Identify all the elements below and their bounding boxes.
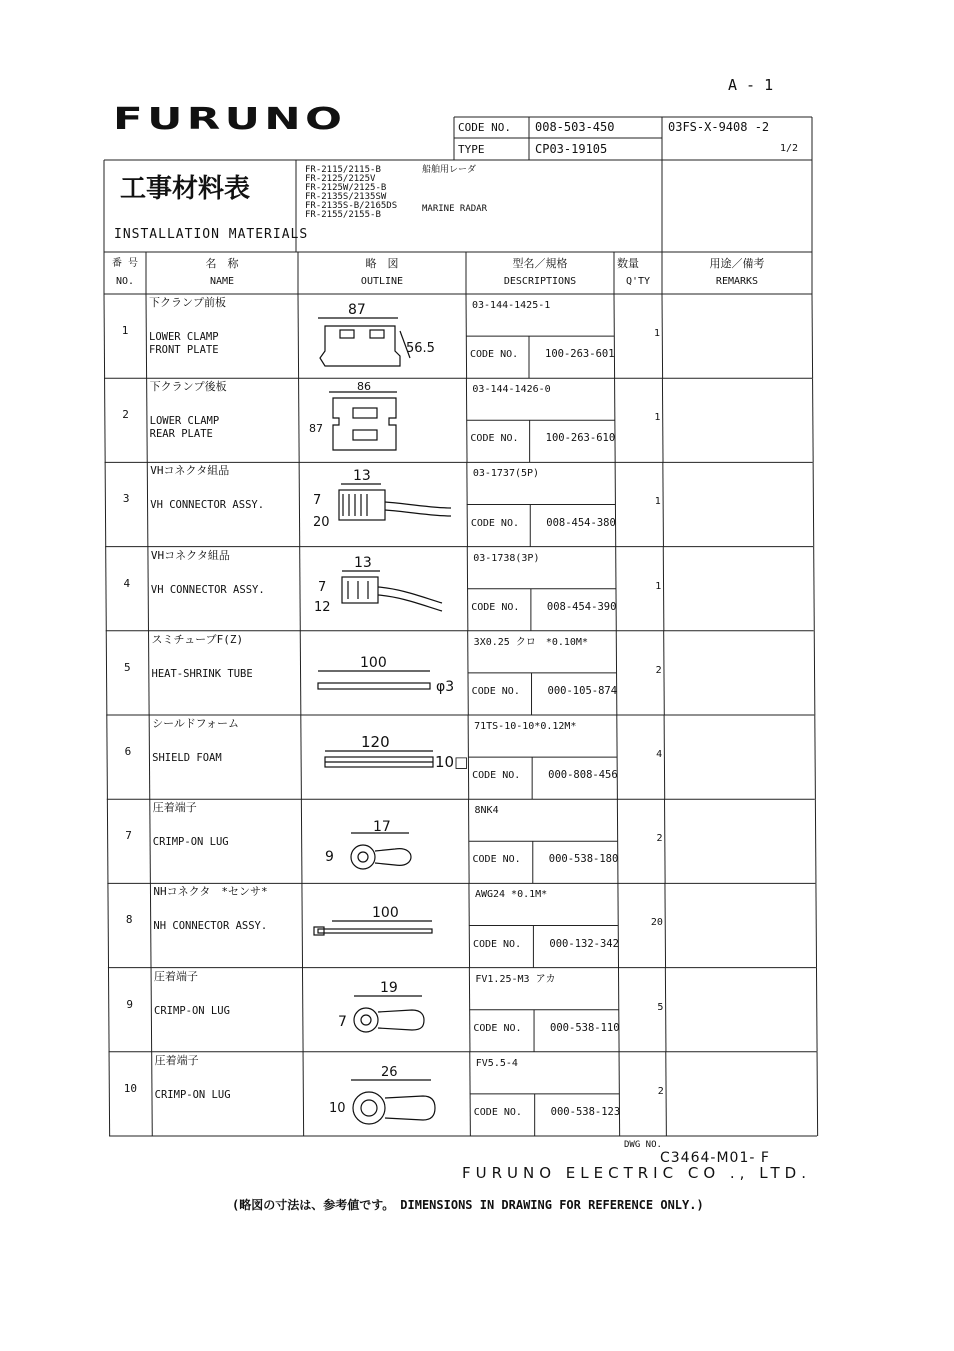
item-qty: 5 bbox=[657, 1001, 664, 1013]
col-name-jp: 名 称 bbox=[205, 257, 239, 270]
item-code-label: CODE NO. bbox=[472, 854, 521, 866]
item-name-en: CRIMP-ON LUG bbox=[152, 836, 229, 849]
dimension-label: 9 bbox=[325, 849, 335, 866]
outline-svg bbox=[302, 633, 466, 713]
item-code: 000-538-180 bbox=[548, 853, 619, 866]
item-no: 6 bbox=[124, 745, 132, 758]
item-code-label: CODE NO. bbox=[472, 770, 521, 782]
item-qty: 2 bbox=[657, 1085, 664, 1097]
item-outline-drawing bbox=[301, 380, 465, 464]
dimension-label: 100 bbox=[360, 654, 387, 671]
dimension-label: 13 bbox=[353, 468, 371, 485]
item-outline-drawing bbox=[305, 1054, 469, 1138]
item-code-label: CODE NO. bbox=[470, 349, 519, 361]
dimension-label: 17 bbox=[373, 819, 392, 836]
col-remarks-jp: 用途／備考 bbox=[709, 257, 765, 270]
col-name-en: NAME bbox=[209, 276, 235, 287]
item-code: 000-808-456 bbox=[548, 769, 618, 782]
application-jp: 船舶用レーダ bbox=[422, 165, 477, 175]
item-code-label: CODE NO. bbox=[473, 1106, 522, 1118]
item-name-jp: VHコネクタ組品 bbox=[150, 464, 230, 478]
item-qty: 1 bbox=[653, 328, 660, 339]
item-qty: 4 bbox=[656, 749, 663, 760]
item-description: FV1.25-M3 アカ bbox=[475, 973, 556, 985]
item-code-label: CODE NO. bbox=[471, 685, 520, 697]
item-no: 7 bbox=[125, 829, 132, 843]
outline-svg bbox=[304, 885, 468, 965]
dimension-label: 10 bbox=[329, 1100, 346, 1116]
dimension-label: 86 bbox=[356, 380, 371, 394]
item-code-label: CODE NO. bbox=[470, 517, 519, 529]
item-name-jp: 圧着端子 bbox=[154, 1053, 199, 1067]
item-description: 03-1738(3P) bbox=[473, 552, 540, 564]
item-no: 3 bbox=[122, 492, 130, 506]
item-name-jp: NHコネクタ *センサ* bbox=[153, 885, 268, 899]
dimension-label: 26 bbox=[381, 1064, 398, 1080]
item-code: 000-105-874 bbox=[547, 684, 618, 697]
item-description: AWG24 *0.1M* bbox=[474, 889, 548, 901]
dimension-label: φ3 bbox=[436, 678, 455, 695]
item-no: 5 bbox=[124, 660, 131, 674]
item-code: 100-263-610 bbox=[545, 432, 616, 445]
item-description: 03-144-1425-1 bbox=[472, 300, 551, 311]
item-qty: 20 bbox=[650, 917, 663, 929]
outline-svg bbox=[302, 549, 466, 629]
col-no-en: NO. bbox=[115, 276, 135, 287]
item-name-jp: スミチューブF(Z) bbox=[151, 632, 244, 646]
item-outline-drawing bbox=[304, 970, 468, 1054]
col-outline-en: OUTLINE bbox=[360, 276, 404, 287]
item-qty: 1 bbox=[654, 412, 661, 424]
dimension-label: 12 bbox=[313, 599, 331, 615]
item-name-en: VH CONNECTOR ASSY. bbox=[150, 583, 265, 596]
item-name-en: NH CONNECTOR ASSY. bbox=[153, 920, 268, 933]
company-name: FURUNO ELECTRIC CO ., LTD. bbox=[462, 1164, 811, 1182]
item-no: 4 bbox=[123, 576, 131, 590]
item-code-label: CODE NO. bbox=[472, 938, 522, 950]
outline-svg bbox=[301, 464, 465, 544]
col-desc-en: DESCRIPTIONS bbox=[503, 276, 577, 287]
item-name-jp: 圧着端子 bbox=[152, 801, 197, 815]
item-name-en-2: FRONT PLATE bbox=[149, 344, 219, 356]
item-code: 008-454-390 bbox=[546, 600, 617, 613]
item-qty: 1 bbox=[654, 496, 661, 508]
item-description: FV5.5-4 bbox=[475, 1057, 518, 1069]
item-description: 8NK4 bbox=[474, 805, 499, 817]
dimension-label: 20 bbox=[313, 515, 330, 531]
item-name-jp: VHコネクタ組品 bbox=[150, 548, 230, 562]
item-no: 1 bbox=[121, 324, 129, 337]
item-no: 9 bbox=[126, 997, 134, 1011]
dwg-no: C3464-M01- F bbox=[660, 1150, 770, 1166]
item-name-en: SHIELD FOAM bbox=[152, 752, 222, 764]
col-no-jp: 番 号 bbox=[111, 258, 139, 269]
item-code: 100-263-601 bbox=[545, 348, 615, 361]
col-remarks-en: REMARKS bbox=[715, 276, 759, 287]
item-description: 3X0.25 クロ *0.10M* bbox=[473, 636, 588, 648]
dimension-label: 7 bbox=[317, 579, 326, 595]
outline-svg bbox=[300, 296, 464, 376]
item-outline-drawing bbox=[301, 464, 465, 548]
col-qty-jp: 数量 bbox=[617, 257, 639, 270]
item-qty: 2 bbox=[656, 833, 663, 845]
col-qty-en: Q'TY bbox=[626, 276, 651, 287]
item-code-label: CODE NO. bbox=[470, 433, 519, 445]
outline-svg bbox=[303, 717, 467, 797]
item-code: 000-132-342 bbox=[549, 937, 619, 950]
model-list bbox=[305, 166, 397, 220]
item-description: 71TS-10-10*0.12M* bbox=[474, 721, 577, 732]
item-name-en: VH CONNECTOR ASSY. bbox=[150, 499, 265, 512]
type-value: CP03-19105 bbox=[535, 142, 608, 156]
model: FR-2155/2155-B bbox=[305, 210, 381, 220]
item-code-label: CODE NO. bbox=[471, 601, 520, 613]
item-no: 2 bbox=[122, 408, 129, 422]
item-code-label: CODE NO. bbox=[473, 1022, 522, 1034]
dimension-label: 120 bbox=[360, 733, 390, 751]
title-en: INSTALLATION MATERIALS bbox=[114, 227, 309, 242]
type-label: TYPE bbox=[458, 143, 485, 156]
model: FR-2135S/2135SW bbox=[305, 192, 387, 202]
item-name-jp: シールドフォーム bbox=[152, 717, 240, 730]
code-no-label: CODE NO. bbox=[458, 121, 511, 134]
model: FR-2115/2115-B bbox=[305, 165, 381, 175]
item-name-en-2: REAR PLATE bbox=[149, 428, 213, 441]
item-description: 03-144-1426-0 bbox=[472, 384, 551, 396]
item-outline-drawing bbox=[303, 801, 467, 885]
dimension-label: 19 bbox=[380, 979, 399, 996]
item-outline-drawing bbox=[304, 885, 468, 969]
col-outline-jp: 略 図 bbox=[365, 257, 399, 270]
outline-svg bbox=[301, 380, 465, 460]
item-no: 8 bbox=[125, 913, 133, 927]
item-name-en: CRIMP-ON LUG bbox=[154, 1004, 230, 1017]
model: FR-2125/2125V bbox=[305, 174, 376, 184]
item-outline-drawing bbox=[303, 717, 467, 801]
dimension-label: 56.5 bbox=[406, 341, 435, 356]
item-name-jp: 圧着端子 bbox=[154, 969, 199, 983]
dimension-label: 7 bbox=[338, 1013, 348, 1030]
item-code: 000-538-110 bbox=[550, 1021, 620, 1034]
col-desc-jp: 型名／規格 bbox=[512, 257, 568, 270]
item-qty: 2 bbox=[655, 664, 662, 676]
furuno-logo: FURUNO bbox=[113, 102, 347, 137]
doc-number: 03FS-X-9408 -2 bbox=[668, 120, 770, 134]
item-outline-drawing bbox=[302, 633, 466, 717]
dimension-label: 87 bbox=[348, 302, 366, 318]
page-number: A - 1 bbox=[728, 76, 774, 94]
code-no-value: 008-503-450 bbox=[535, 120, 615, 134]
item-code: 008-454-380 bbox=[546, 516, 616, 529]
item-name-jp: 下クランプ前板 bbox=[149, 296, 226, 309]
outline-svg bbox=[304, 970, 468, 1050]
item-outline-drawing bbox=[302, 549, 466, 633]
reference-note: (略図の寸法は、参考値です。 DIMENSIONS IN DRAWING FOR REFERENCE ONLY.) bbox=[232, 1198, 704, 1212]
dimension-label: 10□ bbox=[434, 753, 467, 771]
item-qty: 1 bbox=[655, 580, 662, 592]
sheet-number: 1/2 bbox=[780, 143, 799, 154]
dimension-label: 7 bbox=[313, 493, 322, 509]
application-en: MARINE RADAR bbox=[422, 204, 488, 214]
item-code: 000-538-123 bbox=[550, 1105, 621, 1118]
outline-svg bbox=[305, 1054, 469, 1134]
title-jp: 工事材料表 bbox=[120, 174, 251, 204]
item-no: 10 bbox=[123, 1081, 137, 1095]
item-description: 03-1737(5P) bbox=[472, 468, 540, 480]
item-name-en: HEAT-SHRINK TUBE bbox=[151, 667, 253, 680]
item-outline-drawing bbox=[300, 296, 464, 380]
model: FR-2125W/2125-B bbox=[305, 183, 387, 193]
dimension-label: 13 bbox=[353, 554, 372, 571]
item-name-en: CRIMP-ON LUG bbox=[154, 1088, 231, 1101]
dimension-label: 100 bbox=[371, 905, 399, 922]
item-name-jp: 下クランプ後板 bbox=[149, 380, 227, 394]
dimension-label: 87 bbox=[308, 422, 323, 436]
item-name-en: LOWER CLAMP bbox=[149, 331, 219, 343]
outline-svg bbox=[303, 801, 467, 881]
model: FR-2135S-B/2165DS bbox=[305, 201, 398, 211]
dwg-no-label: DWG NO. bbox=[624, 1140, 662, 1150]
item-name-en: LOWER CLAMP bbox=[149, 415, 220, 428]
